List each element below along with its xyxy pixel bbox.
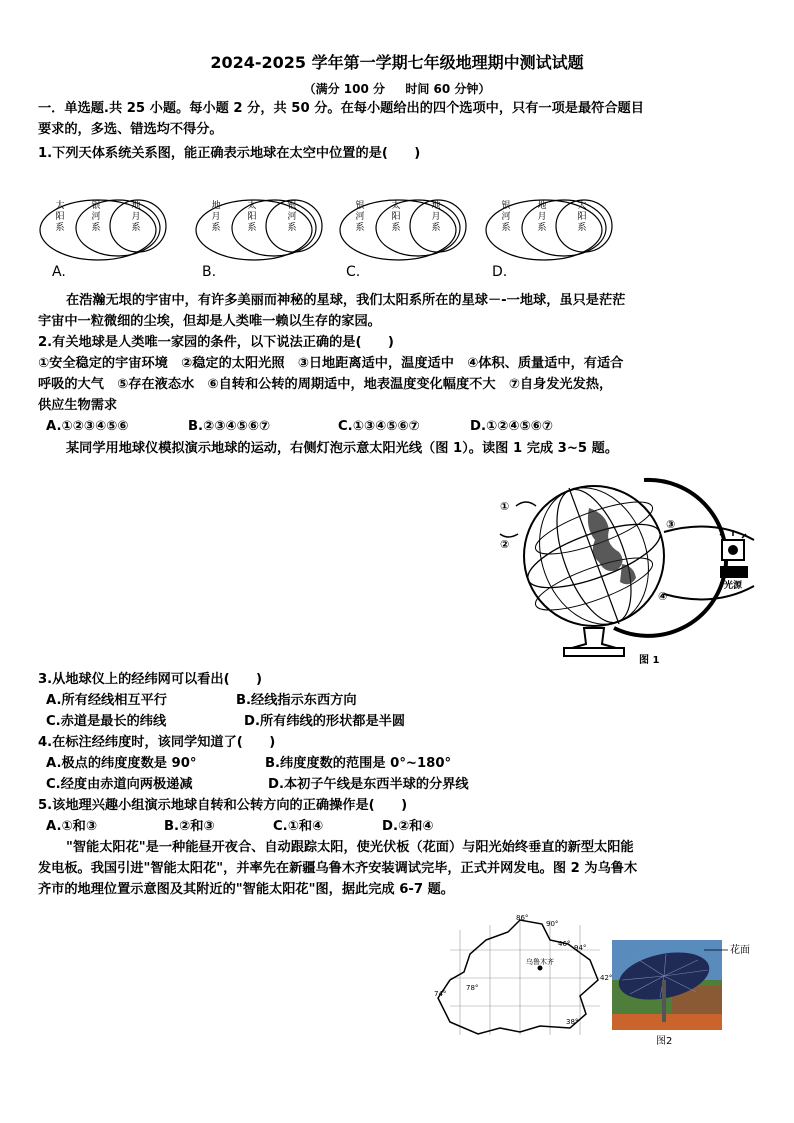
q5-option-b[interactable]: B.②和③ xyxy=(164,819,215,834)
mark-3: ③ xyxy=(666,518,676,531)
system-label-char: 银 xyxy=(91,201,101,211)
q2-option-c[interactable]: C.①③④⑤⑥⑦ xyxy=(338,419,420,434)
q1-option-b[interactable] xyxy=(196,199,322,280)
q1-option-label: D. xyxy=(492,264,508,280)
system-label-char: 河 xyxy=(355,212,365,222)
lat-label-46: 46° xyxy=(558,940,571,948)
q2-option-a[interactable]: A.①②③④⑤⑥ xyxy=(46,419,129,434)
q5-option-d[interactable]: D.②和④ xyxy=(382,819,434,834)
system-label-char: 银 xyxy=(355,201,365,211)
mark-2: ② xyxy=(500,538,510,551)
passage3-line2: 发电板。我国引进"智能太阳花"，并率先在新疆乌鲁木齐安装调试完毕，正式并网发电。图 2 为乌鲁木 xyxy=(38,861,638,876)
section-intro-line2: 要求的，多选、错选均不得分。 xyxy=(38,122,223,137)
q1-option-d[interactable] xyxy=(486,199,612,280)
system-label-char: 系 xyxy=(501,223,511,233)
system-label-char: 太 xyxy=(55,201,65,211)
q5-stem: 5.该地理兴趣小组演示地球自转和公转方向的正确操作是( ) xyxy=(38,798,408,813)
q2-conditions-line2: 呼吸的大气 ⑤存在液态水 ⑥自转和公转的周期适中，地表温度变化幅度不大 ⑦自身发光发热， xyxy=(38,377,613,392)
passage1-line2: 宇宙中一粒微细的尘埃，但却是人类唯一赖以生存的家园。 xyxy=(38,314,381,329)
system-label-char: 地 xyxy=(431,201,441,211)
q3-option-b[interactable]: B.经线指示东西方向 xyxy=(236,693,357,708)
lat-label-38: 38° xyxy=(566,1018,579,1026)
system-label-char: 地 xyxy=(211,201,221,211)
system-label-char: 系 xyxy=(91,223,101,233)
q1-stem: 1.下列天体系统关系图，能正确表示地球在太空中位置的是( ) xyxy=(38,146,421,161)
system-label-char: 月 xyxy=(211,212,221,222)
q2-option-b[interactable]: B.②③④⑤⑥⑦ xyxy=(188,419,271,434)
q1-diagram xyxy=(38,168,587,280)
system-label-char: 河 xyxy=(91,212,101,222)
light-source-label: 光源 xyxy=(724,581,743,591)
figure-2-map xyxy=(430,910,616,1040)
system-label-char: 河 xyxy=(287,212,297,222)
q4-stem: 4.在标注经纬度时，该同学知道了( ) xyxy=(38,735,276,750)
q1-option-label: C. xyxy=(346,264,361,280)
system-label-char: 月 xyxy=(537,212,547,222)
system-label-char: 系 xyxy=(355,223,365,233)
system-label-char: 银 xyxy=(501,201,511,211)
figure-1-globe xyxy=(494,468,760,668)
system-label-char: 系 xyxy=(537,223,547,233)
system-label-char: 地 xyxy=(131,201,141,211)
q1-option-c[interactable] xyxy=(340,199,466,280)
system-label-char: 银 xyxy=(287,201,297,211)
q2-conditions-line3: 供应生物需求 xyxy=(38,398,118,413)
system-label-char: 系 xyxy=(211,223,221,233)
system-label-char: 阳 xyxy=(577,212,587,222)
flower-face-label: 花面 xyxy=(730,945,750,956)
passage1-line1: 在浩瀚无垠的宇宙中，有许多美丽而神秘的星球，我们太阳系所在的星球－-一地球，虽只是茫茫 xyxy=(66,293,626,308)
system-label-char: 阳 xyxy=(391,212,401,222)
system-label-char: 系 xyxy=(247,223,257,233)
xinjiang-outline xyxy=(438,920,598,1034)
mark-4: ④ xyxy=(658,590,668,603)
figure-1-caption: 图 1 xyxy=(639,655,660,666)
system-label-char: 系 xyxy=(287,223,297,233)
lat-label-42: 42° xyxy=(600,974,613,982)
system-label-char: 系 xyxy=(131,223,141,233)
light-bulb-icon xyxy=(720,530,748,578)
system-label-char: 太 xyxy=(247,201,257,211)
q2-conditions-line1: ①安全稳定的宇宙环境 ②稳定的太阳光照 ③日地距离适中，温度适中 ④体积、质量适中，有适合 xyxy=(38,356,624,371)
q3-stem: 3.从地球仪上的经纬网可以看出( ) xyxy=(38,672,263,687)
figure-2-photo xyxy=(612,940,762,1050)
passage3-line1: "智能太阳花"是一种能昼开夜合、自动跟踪太阳，使光伏板（花面）与阳光始终垂直的新型太阳能 xyxy=(66,840,634,855)
system-label-char: 阳 xyxy=(55,212,65,222)
q5-option-c[interactable]: C.①和④ xyxy=(273,819,324,834)
city-dot-icon xyxy=(538,966,543,971)
figure-2-caption: 图2 xyxy=(656,1036,673,1047)
lon-label-78: 78° xyxy=(466,984,479,992)
q4-option-b[interactable]: B.纬度度数的范围是 0°~180° xyxy=(265,756,452,771)
system-label-char: 太 xyxy=(391,201,401,211)
q3-option-a[interactable]: A.所有经线相互平行 xyxy=(46,693,167,708)
passage3-line3: 齐市的地理位置示意图及其附近的"智能太阳花"图，据此完成 6-7 题。 xyxy=(38,882,454,897)
q1-option-a[interactable] xyxy=(40,199,166,280)
system-label-char: 系 xyxy=(391,223,401,233)
q4-option-c[interactable]: C.经度由赤道向两极递减 xyxy=(46,777,193,792)
lon-label-74: 74° xyxy=(434,990,447,998)
system-label-char: 河 xyxy=(501,212,511,222)
system-label-char: 太 xyxy=(577,201,587,211)
globe-icon xyxy=(521,472,726,656)
q4-option-d[interactable]: D.本初子午线是东西半球的分界线 xyxy=(268,777,469,792)
mark-1: ① xyxy=(500,500,510,513)
system-label-char: 月 xyxy=(431,212,441,222)
lon-label-94: 94° xyxy=(574,944,587,952)
q2-stem: 2.有关地球是人类唯一家园的条件，以下说法正确的是( ) xyxy=(38,335,394,350)
q5-option-a[interactable]: A.①和③ xyxy=(46,819,97,834)
system-label-char: 系 xyxy=(577,223,587,233)
q1-option-label: A. xyxy=(52,264,66,280)
page-title: 2024-2025 学年第一学期七年级地理期中测试试题 xyxy=(210,53,584,72)
system-label-char: 月 xyxy=(131,212,141,222)
system-label-char: 地 xyxy=(537,201,547,211)
q1-option-label: B. xyxy=(202,264,217,280)
lon-label-86: 86° xyxy=(516,914,529,922)
system-label-char: 系 xyxy=(55,223,65,233)
system-label-char: 系 xyxy=(431,223,441,233)
q3-option-d[interactable]: D.所有纬线的形状都是半圆 xyxy=(244,714,406,729)
section-intro-line1: 一．单选题.共 25 小题。每小题 2 分，共 50 分。在每小题给出的四个选项中，只有一项是最符合题目 xyxy=(38,101,644,116)
q4-option-a[interactable]: A.极点的纬度度数是 90° xyxy=(46,756,197,771)
city-label: 乌鲁木齐 xyxy=(526,958,554,966)
q2-option-d[interactable]: D.①②④⑤⑥⑦ xyxy=(470,419,553,434)
lon-label-90: 90° xyxy=(546,920,559,928)
exam-info: （满分 100 分 时间 60 分钟） xyxy=(303,82,491,96)
passage2-text: 某同学用地球仪模拟演示地球的运动，右侧灯泡示意太阳光线（图 1）。读图 1 完成 3~5 题。 xyxy=(66,441,619,456)
q3-option-c[interactable]: C.赤道是最长的纬线 xyxy=(46,714,167,729)
system-label-char: 阳 xyxy=(247,212,257,222)
